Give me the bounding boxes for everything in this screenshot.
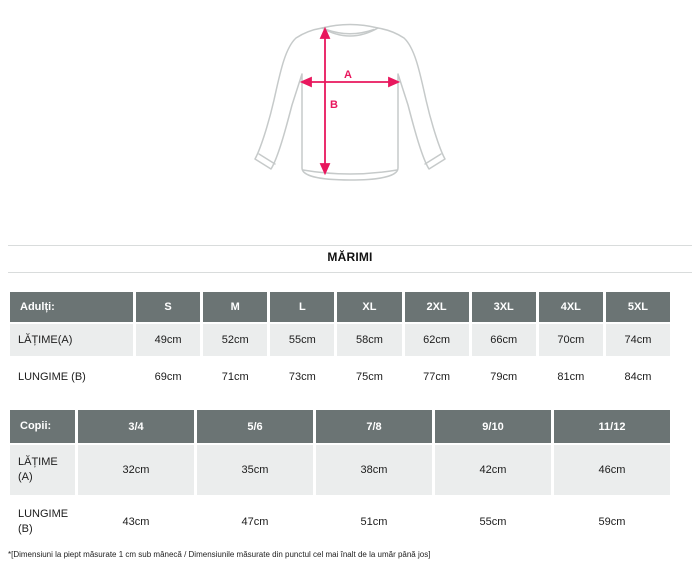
size-header-cell: 2XL bbox=[405, 292, 469, 322]
size-header-cell: 5/6 bbox=[197, 410, 313, 443]
children-header-label: Copii: bbox=[10, 410, 75, 443]
size-header-cell: 11/12 bbox=[554, 410, 670, 443]
size-header-cell: 7/8 bbox=[316, 410, 432, 443]
measurement-value: 81cm bbox=[539, 358, 603, 396]
measurement-value: 51cm bbox=[316, 497, 432, 547]
measurement-value: 70cm bbox=[539, 324, 603, 356]
measurement-value: 43cm bbox=[78, 497, 194, 547]
measurement-value: 75cm bbox=[337, 358, 401, 396]
measurement-value: 49cm bbox=[136, 324, 200, 356]
adults-length-row bbox=[10, 358, 670, 396]
shirt-measurement-diagram bbox=[240, 8, 460, 188]
children-length-row bbox=[10, 497, 670, 547]
size-header-cell: L bbox=[270, 292, 334, 322]
children-width-row bbox=[10, 445, 670, 495]
measurement-value: 79cm bbox=[472, 358, 536, 396]
measurement-label: LUNGIME (B) bbox=[10, 497, 75, 547]
measurement-value: 62cm bbox=[405, 324, 469, 356]
measurement-value: 58cm bbox=[337, 324, 401, 356]
size-header-cell: 5XL bbox=[606, 292, 670, 322]
children-header-row bbox=[10, 410, 670, 443]
size-header-cell: 3/4 bbox=[78, 410, 194, 443]
measurement-label: LUNGIME (B) bbox=[10, 358, 133, 396]
measurement-value: 42cm bbox=[435, 445, 551, 495]
shirt-outline bbox=[255, 25, 445, 181]
measurement-label: LĂȚIME(A) bbox=[10, 324, 133, 356]
title-divider-bottom bbox=[8, 272, 692, 273]
adults-width-row bbox=[10, 324, 670, 356]
measurement-value: 84cm bbox=[606, 358, 670, 396]
size-header-cell: 4XL bbox=[539, 292, 603, 322]
measurement-value: 74cm bbox=[606, 324, 670, 356]
size-header-cell: S bbox=[136, 292, 200, 322]
page-title: MĂRIMI bbox=[327, 250, 373, 264]
children-size-table bbox=[10, 410, 670, 547]
measurement-value: 52cm bbox=[203, 324, 267, 356]
size-header-cell: M bbox=[203, 292, 267, 322]
measurement-value: 38cm bbox=[316, 445, 432, 495]
measurement-value: 71cm bbox=[203, 358, 267, 396]
measurement-value: 55cm bbox=[435, 497, 551, 547]
measurement-value: 55cm bbox=[270, 324, 334, 356]
shirt-diagram-svg bbox=[240, 8, 460, 188]
title-divider-top bbox=[8, 245, 692, 246]
measurement-value: 73cm bbox=[270, 358, 334, 396]
measurement-label: LĂȚIME (A) bbox=[10, 445, 75, 495]
size-header-cell: 3XL bbox=[472, 292, 536, 322]
measurement-value: 77cm bbox=[405, 358, 469, 396]
measurement-value: 69cm bbox=[136, 358, 200, 396]
width-arrow-label: A bbox=[344, 69, 352, 81]
measurement-footnote: *[Dimensiuni la piept măsurate 1 cm sub mânecă / Dimensiunile măsurate din punctul cel mai înalt de la umăr până jos] bbox=[8, 550, 431, 559]
measurement-value: 32cm bbox=[78, 445, 194, 495]
measurement-value: 46cm bbox=[554, 445, 670, 495]
adults-header-label: Adulți: bbox=[10, 292, 133, 322]
length-arrow-label: B bbox=[330, 99, 338, 111]
measurement-value: 47cm bbox=[197, 497, 313, 547]
measurement-value: 66cm bbox=[472, 324, 536, 356]
size-header-cell: 9/10 bbox=[435, 410, 551, 443]
measurement-value: 59cm bbox=[554, 497, 670, 547]
adults-size-table bbox=[10, 292, 670, 396]
adults-header-row bbox=[10, 292, 670, 322]
size-header-cell: XL bbox=[337, 292, 401, 322]
measurement-value: 35cm bbox=[197, 445, 313, 495]
